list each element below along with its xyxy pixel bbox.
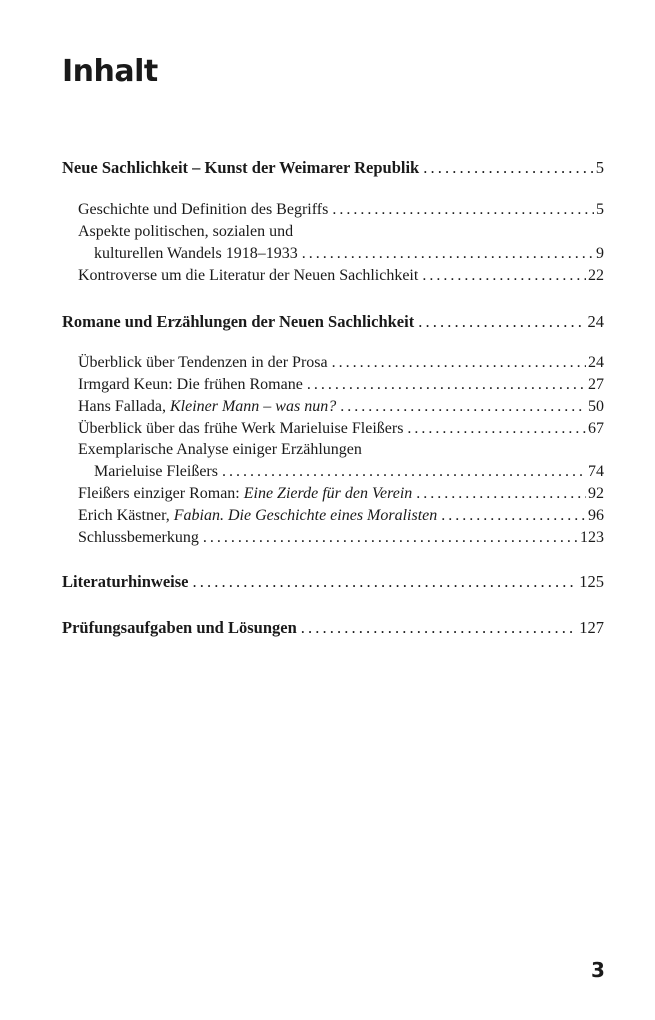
toc-section-neue-sachlichkeit[interactable] <box>62 158 604 180</box>
toc-entry-label: Kontroverse um die Literatur der Neuen Sachlichkeit <box>78 267 419 284</box>
toc-section-pruefungsaufgaben[interactable] <box>62 618 604 640</box>
page-number: 3 <box>591 958 605 982</box>
toc-entry-label: Fleißers einziger Roman: Eine Zierde für den Verein <box>78 485 413 502</box>
dot-leader <box>407 420 586 438</box>
toc-entry[interactable] <box>62 463 604 485</box>
toc-page-number: 74 <box>588 463 604 480</box>
dot-leader <box>307 376 586 394</box>
toc-page-number: 9 <box>596 245 604 262</box>
toc-entry-label: Irmgard Keun: Die frühen Romane <box>78 376 303 393</box>
toc-entry[interactable] <box>62 420 604 442</box>
toc-entry-label: Geschichte und Definition des Begriffs <box>78 201 329 218</box>
toc-section-romane[interactable] <box>62 312 604 334</box>
toc-page-number: 22 <box>588 267 604 284</box>
dot-leader <box>332 201 594 219</box>
toc-entry[interactable] <box>62 398 604 420</box>
toc-page-number: 5 <box>595 158 604 177</box>
toc-section-title: Romane und Erzählungen der Neuen Sachlichkeit <box>62 312 415 331</box>
dot-leader <box>418 312 585 332</box>
toc-entry-label: Hans Fallada, Kleiner Mann – was nun? <box>78 398 337 415</box>
toc-section-title: Prüfungsaufgaben und Lösungen <box>62 618 297 637</box>
dot-leader <box>203 529 578 547</box>
dot-leader <box>416 485 586 503</box>
toc-page-number: 96 <box>588 507 604 524</box>
toc-page-number: 50 <box>588 398 604 415</box>
toc-entry-label: Aspekte politischen, sozialen und <box>78 223 294 240</box>
dot-leader <box>302 245 594 263</box>
dot-leader <box>222 463 586 481</box>
toc-page-number: 27 <box>588 376 604 393</box>
dot-leader <box>332 354 586 372</box>
toc-entry[interactable] <box>62 485 604 507</box>
toc-entry-italic-title: Kleiner Mann – was nun? <box>169 398 337 415</box>
dot-leader <box>301 618 577 638</box>
toc-entry[interactable] <box>62 201 604 223</box>
toc-entry-label: Erich Kästner, Fabian. Die Geschichte eines Moralisten <box>78 507 438 524</box>
toc-section-title: Literaturhinweise <box>62 572 189 591</box>
dot-leader <box>423 158 594 178</box>
toc-entry-label: Exemplarische Analyse einiger Erzählungen <box>78 441 362 458</box>
toc-entry-label: Überblick über das frühe Werk Marieluise Fleißers <box>78 420 404 437</box>
toc-section-title: Neue Sachlichkeit – Kunst der Weimarer Republik <box>62 158 420 177</box>
dot-leader <box>422 267 586 285</box>
dot-leader <box>340 398 586 416</box>
toc-page-number: 92 <box>588 485 604 502</box>
toc-section-literaturhinweise[interactable] <box>62 572 604 594</box>
toc-entry[interactable] <box>62 441 604 463</box>
toc-entry-label: Überblick über Tendenzen in der Prosa <box>78 354 328 371</box>
toc-entry[interactable] <box>62 245 604 267</box>
page-title: Inhalt <box>62 54 158 89</box>
toc-page-number: 5 <box>596 201 604 218</box>
toc-page-number: 125 <box>579 572 604 591</box>
toc-page-number: 24 <box>588 354 604 371</box>
toc-entry[interactable] <box>62 354 604 376</box>
toc-entry-label: kulturellen Wandels 1918–1933 <box>94 245 298 262</box>
toc-page-number: 67 <box>588 420 604 437</box>
dot-leader <box>441 507 586 525</box>
toc-entry[interactable] <box>62 529 604 551</box>
toc-entry-label: Marieluise Fleißers <box>94 463 218 480</box>
toc-entry-label: Schlussbemerkung <box>78 529 199 546</box>
toc-page-number: 127 <box>579 618 604 637</box>
toc-entry-italic-title: Fabian. Die Geschichte eines Moralisten <box>173 507 438 524</box>
toc-page-number: 123 <box>580 529 604 546</box>
toc-entry[interactable] <box>62 376 604 398</box>
dot-leader <box>192 572 577 592</box>
toc-page-number: 24 <box>587 312 604 331</box>
toc-entry-italic-title: Eine Zierde für den Verein <box>243 485 413 502</box>
toc-entry[interactable] <box>62 223 604 245</box>
toc-entry[interactable] <box>62 267 604 289</box>
toc-entry[interactable] <box>62 507 604 529</box>
